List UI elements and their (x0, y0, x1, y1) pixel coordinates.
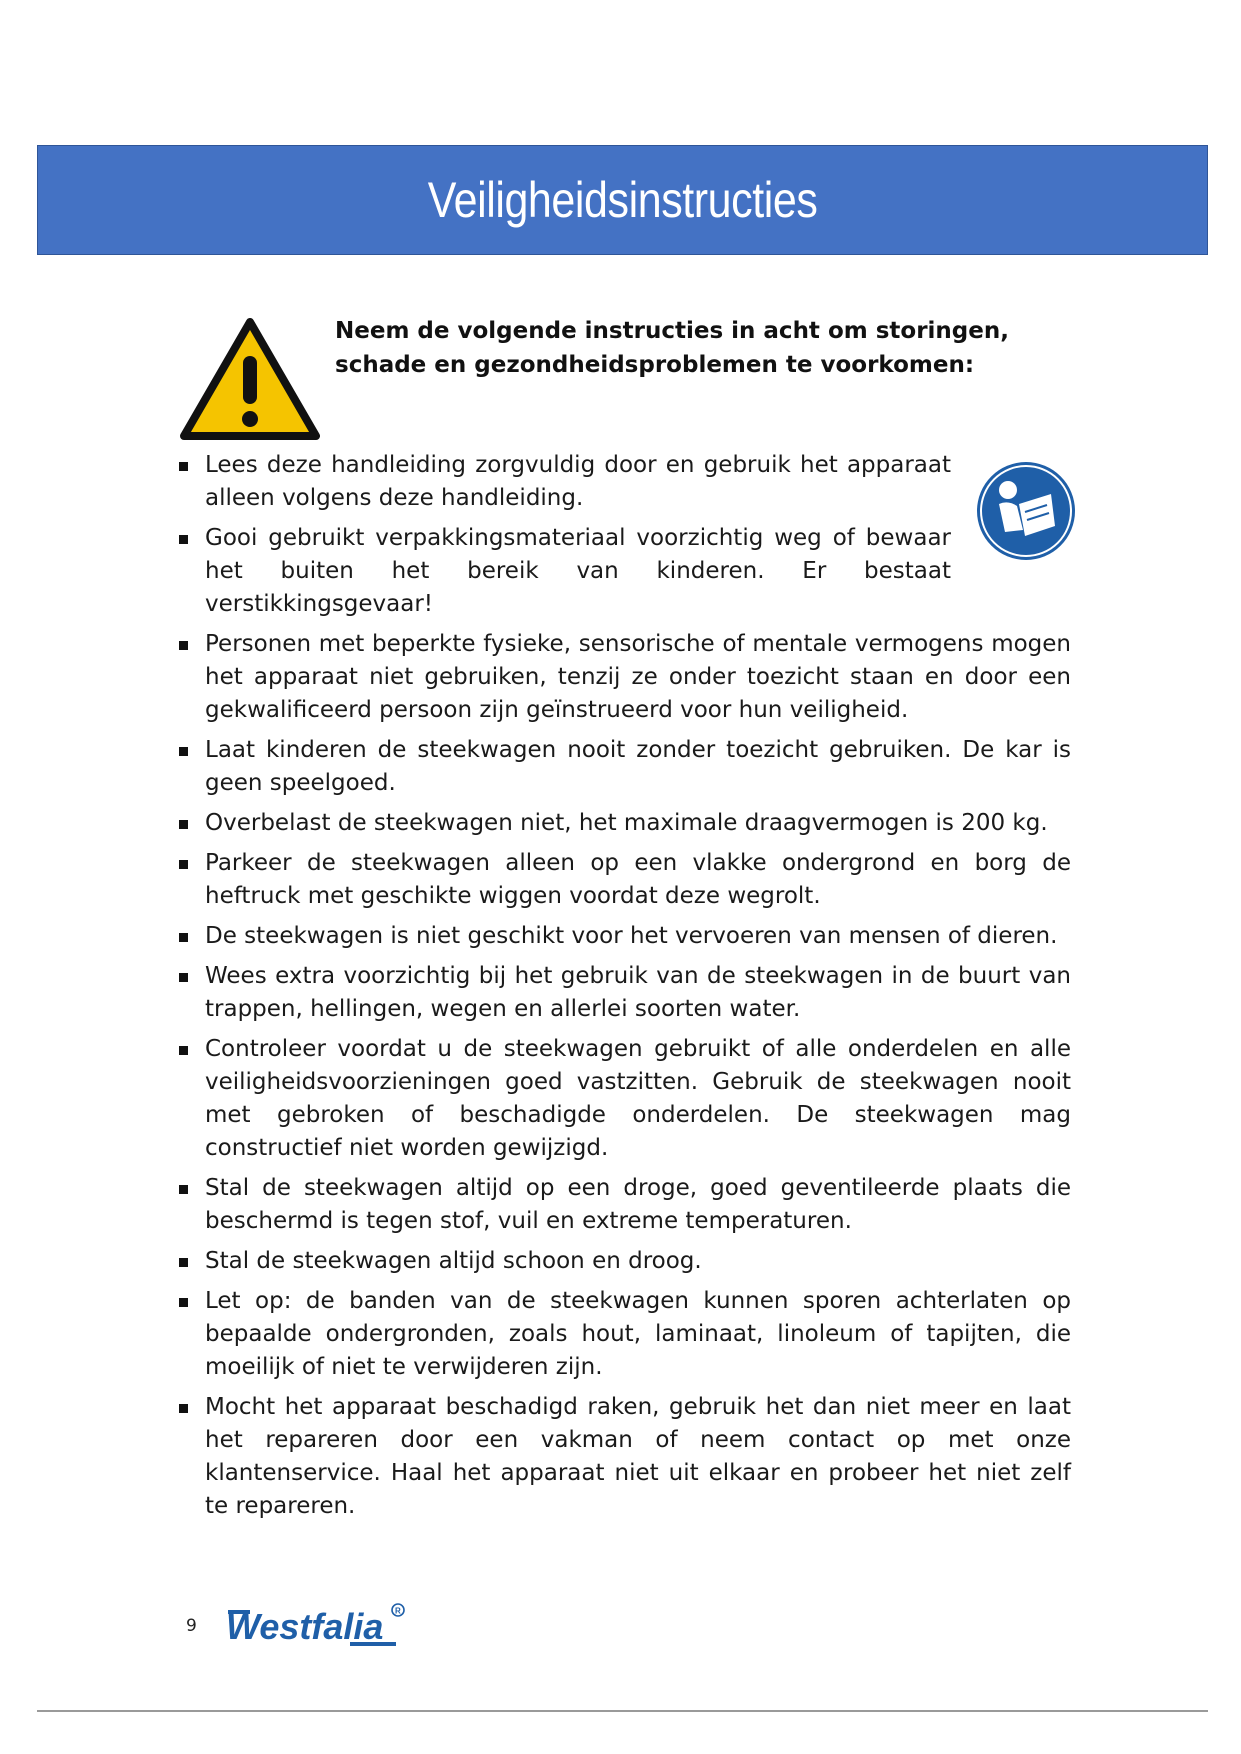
list-item (176, 1391, 1071, 1523)
warning-triangle-icon (180, 318, 320, 442)
bullet-icon (179, 747, 188, 756)
list-item (176, 960, 1071, 1026)
list-item (176, 920, 1071, 953)
list-item (176, 807, 1071, 840)
brand-name: Westfalia (226, 1606, 384, 1647)
westfalia-logo (210, 1598, 410, 1650)
instruction-text: Gooi gebruikt verpakkingsmateriaal voorzichtig weg of bewaar het buiten het bereik van kinderen. Er bestaat verstikkingsgevaar! (205, 525, 951, 617)
instruction-text: Parkeer de steekwagen alleen op een vlakke ondergrond en borg de heftruck met geschikte wiggen voordat deze wegrolt. (205, 850, 1071, 909)
bullet-icon (179, 462, 188, 471)
list-item (176, 1285, 1071, 1384)
bullet-icon (179, 1258, 188, 1267)
instruction-text: De steekwagen is niet geschikt voor het vervoeren van mensen of dieren. (205, 923, 1058, 949)
list-item (176, 449, 1071, 515)
instruction-text: Personen met beperkte fysieke, sensorische of mentale vermogens mogen het apparaat niet gebruiken, tenzij ze onder toezicht staan en door een gekwalificeerd persoon zijn geïnstrueerd voor hun veiligheid. (205, 631, 1071, 723)
list-item (176, 847, 1071, 913)
instruction-text: Mocht het apparaat beschadigd raken, gebruik het dan niet meer en laat het repareren door een vakman of neem contact op met onze klantenservice. Haal het apparaat niet uit elkaar en probeer het niet zelf te repareren. (205, 1394, 1071, 1519)
instruction-text: Stal de steekwagen altijd schoon en droog. (205, 1248, 702, 1274)
bullet-icon (179, 1404, 188, 1413)
bullet-icon (179, 933, 188, 942)
instruction-text: Overbelast de steekwagen niet, het maximale draagvermogen is 200 kg. (205, 810, 1048, 836)
list-item (176, 522, 1071, 621)
page-number: 9 (186, 1616, 197, 1636)
instruction-text: Controleer voordat u de steekwagen gebruikt of alle onderdelen en alle veiligheidsvoorzieningen goed vastzitten. Gebruik de steekwagen nooit met gebroken of beschadigde onderdelen. De steekwagen mag constructief niet worden gewijzigd. (205, 1036, 1071, 1161)
instruction-text: Wees extra voorzichtig bij het gebruik van de steekwagen in de buurt van trappen, hellingen, wegen en allerlei soorten water. (205, 963, 1071, 1022)
page-title: Veiligheidsinstructies (427, 172, 818, 228)
bullet-icon (179, 1185, 188, 1194)
bullet-icon (179, 1298, 188, 1307)
instruction-text: Laat kinderen de steekwagen nooit zonder toezicht gebruiken. De kar is geen speelgoed. (205, 737, 1071, 796)
intro-text: Neem de volgende instructies in acht om storingen, schade en gezondheidsproblemen te voorkomen: (335, 318, 1009, 378)
list-item (176, 1172, 1071, 1238)
bullet-icon (179, 641, 188, 650)
footer-divider (37, 1710, 1208, 1712)
list-item (176, 628, 1071, 727)
bullet-icon (179, 860, 188, 869)
bullet-icon (179, 973, 188, 982)
instruction-text: Lees deze handleiding zorgvuldig door en gebruik het apparaat alleen volgens deze handleiding. (205, 452, 951, 511)
instruction-text: Stal de steekwagen altijd op een droge, goed geventileerde plaats die beschermd is tegen stof, vuil en extreme temperaturen. (205, 1175, 1071, 1234)
instruction-list (176, 449, 1071, 1530)
bullet-icon (179, 1046, 188, 1055)
instruction-text: Let op: de banden van de steekwagen kunnen sporen achterlaten op bepaalde ondergronden, zoals hout, laminaat, linoleum of tapijten, die moeilijk of niet te verwijderen zijn. (205, 1288, 1071, 1380)
bullet-icon (179, 535, 188, 544)
title-banner (37, 145, 1208, 255)
list-item (176, 1033, 1071, 1165)
svg-text:R: R (395, 1606, 401, 1616)
list-item (176, 734, 1071, 800)
bullet-icon (179, 820, 188, 829)
list-item (176, 1245, 1071, 1278)
